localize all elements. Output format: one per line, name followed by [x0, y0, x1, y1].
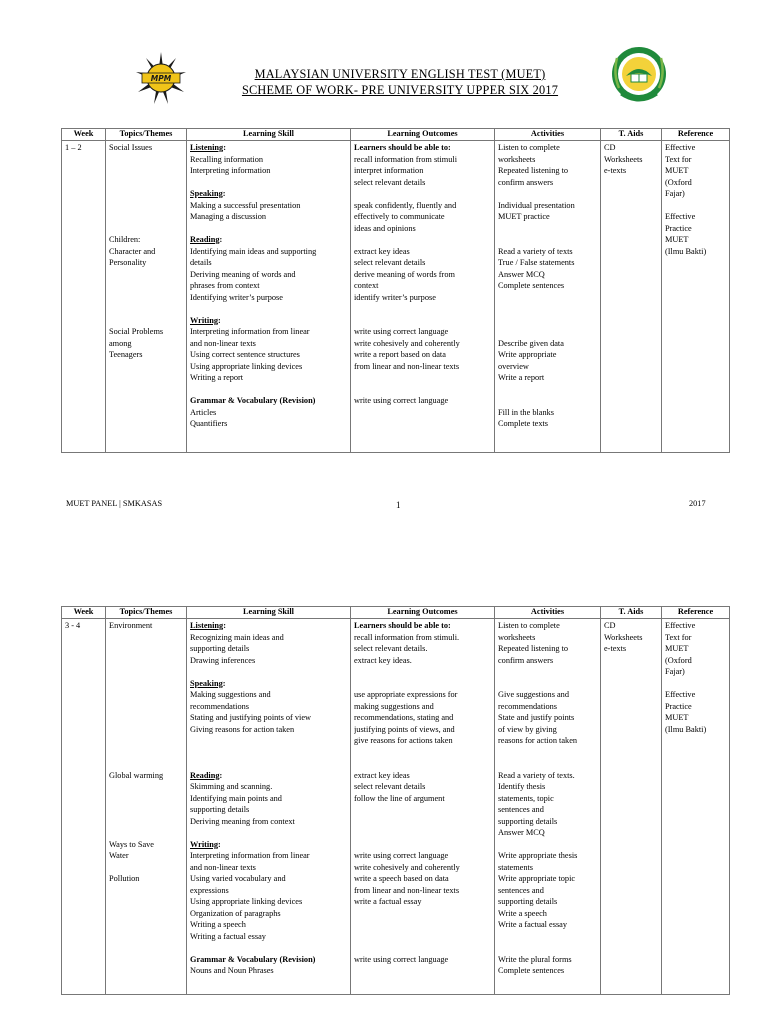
week-value: 1 – 2	[65, 143, 82, 152]
cell-line	[354, 931, 491, 943]
cell-line: Managing a discussion	[190, 212, 267, 221]
cell-line	[109, 643, 183, 655]
cell-line	[109, 315, 183, 327]
cell-line: use appropriate expressions for	[354, 690, 458, 699]
cell-line: Write a speech	[498, 908, 547, 918]
cell-line: Individual presentation	[498, 200, 575, 210]
cell-line: Making a successful presentation	[190, 200, 301, 210]
cell-line	[498, 326, 597, 338]
cell-line: Complete sentences	[498, 966, 565, 975]
cell-line: Write appropriate topic	[498, 874, 576, 883]
cell-line: MUET	[665, 235, 689, 244]
cell-line: context	[354, 281, 379, 290]
cell-line	[190, 303, 347, 315]
cell-line: extract key ideas	[354, 246, 410, 256]
cell-line	[498, 758, 597, 770]
outcomes-cell	[351, 619, 495, 995]
cell-line	[498, 188, 597, 200]
cell-line: Give suggestions and	[498, 690, 569, 699]
cell-line: Worksheets	[604, 632, 643, 642]
cell-line: identify writer’s purpose	[354, 292, 436, 302]
cell-line: Deriving meaning of words and	[190, 269, 296, 279]
cell-line	[354, 758, 491, 770]
cell-line: worksheets	[498, 632, 536, 642]
cell-line: Describe given data	[498, 338, 564, 348]
cell-line: Writing a factual essay	[190, 931, 266, 941]
table-row	[62, 619, 730, 995]
cell-line: MUET	[665, 644, 689, 653]
cell-line: Effective	[665, 143, 696, 152]
cell-line	[354, 839, 491, 851]
cell-line: write a speech based on data	[354, 874, 449, 883]
page-number: 1	[396, 500, 401, 510]
cell-line	[498, 678, 597, 690]
cell-line	[109, 666, 183, 678]
cell-line: write cohesively and coherently	[354, 862, 460, 872]
cell-line: effectively to communicate	[354, 212, 445, 221]
cell-line	[498, 395, 597, 407]
cell-line	[498, 234, 597, 246]
cell-line: follow the line of argument	[354, 793, 445, 803]
cell-line: MUET practice	[498, 212, 550, 221]
col-teaching-aids: T. Aids	[601, 607, 662, 619]
page-footer	[0, 498, 768, 512]
cell-line: recall information from stimuli	[354, 154, 457, 164]
cell-line	[354, 908, 491, 920]
cell-line: Listening:	[190, 621, 226, 630]
cell-line	[109, 200, 183, 212]
aids-cell	[601, 141, 662, 453]
cell-line	[354, 372, 491, 384]
cell-line	[190, 177, 347, 189]
cell-line	[190, 758, 347, 770]
cell-line: Complete sentences	[498, 281, 565, 290]
outcomes-cell	[351, 141, 495, 453]
cell-line: Answer MCQ	[498, 269, 545, 279]
cell-line	[354, 678, 491, 690]
cell-line	[109, 177, 183, 189]
mpm-logo-icon	[132, 50, 190, 106]
cell-line	[498, 292, 597, 304]
cell-line: Learners should be able to:	[354, 621, 451, 630]
cell-line: supporting details	[190, 644, 250, 653]
cell-line: confirm answers	[498, 177, 554, 187]
cell-line: True / False statements	[498, 258, 575, 267]
cell-line: derive meaning of words from	[354, 269, 455, 279]
cell-line: State and justify points	[498, 713, 575, 722]
cell-line	[109, 280, 183, 292]
cell-line	[109, 292, 183, 304]
cell-line: Teenagers	[109, 350, 143, 359]
cell-line: Social Issues	[109, 143, 153, 152]
cell-line: select relevant details.	[354, 644, 428, 653]
cell-line: statements	[498, 862, 534, 872]
col-week: Week	[62, 129, 106, 141]
cell-line: recommendations	[190, 701, 249, 711]
cell-line: Reading:	[190, 235, 223, 244]
cell-line	[354, 827, 491, 839]
cell-line	[354, 303, 491, 315]
table-header-row	[62, 129, 730, 141]
col-topics: Topics/Themes	[106, 129, 187, 141]
cell-line: select relevant details	[354, 782, 426, 791]
cell-line	[498, 747, 597, 759]
cell-line: Writing a report	[190, 373, 244, 382]
cell-line: Making suggestions and	[190, 690, 271, 699]
cell-line	[109, 165, 183, 177]
cell-line: Recalling information	[190, 154, 264, 164]
cell-line	[498, 931, 597, 943]
cell-line: MUET	[665, 713, 689, 722]
cell-line: Practice	[665, 223, 692, 233]
cell-line: statements, topic	[498, 793, 554, 803]
cell-line: Complete texts	[498, 419, 549, 428]
cell-line: making suggestions and	[354, 701, 434, 711]
cell-line: Speaking:	[190, 678, 226, 688]
cell-line	[354, 315, 491, 327]
col-learning-outcomes: Learning Outcomes	[351, 607, 495, 619]
cell-line: overview	[498, 361, 529, 371]
cell-line	[109, 735, 183, 747]
cell-line: (Oxford	[665, 177, 692, 187]
cell-line: Using appropriate linking devices	[190, 897, 303, 906]
cell-line: Quantifiers	[190, 419, 228, 428]
cell-line: confirm answers	[498, 655, 554, 665]
cell-line	[190, 735, 347, 747]
cell-line	[109, 804, 183, 816]
cell-line: extract key ideas.	[354, 655, 412, 665]
cell-line: Interpreting information	[190, 166, 271, 175]
cell-line	[190, 827, 347, 839]
cell-line: Grammar & Vocabulary (Revision)	[190, 396, 316, 405]
cell-line: Text for	[665, 154, 692, 164]
cell-line: Ways to Save	[109, 839, 154, 849]
cell-line	[190, 747, 347, 759]
mpm-logo-text: MPM	[150, 74, 172, 83]
activities-cell	[495, 619, 601, 995]
cell-line: and non-linear texts	[190, 862, 256, 872]
col-learning-outcomes: Learning Outcomes	[351, 129, 495, 141]
cell-line	[665, 200, 726, 212]
cell-line	[109, 747, 183, 759]
cell-line: Water	[109, 851, 129, 860]
cell-line: Identify thesis	[498, 782, 546, 791]
cell-line: Using correct sentence structures	[190, 350, 300, 359]
cell-line: of view by giving	[498, 724, 557, 734]
cell-line	[109, 712, 183, 724]
cell-line	[109, 211, 183, 223]
cell-line: Children:	[109, 235, 141, 244]
cell-line: Fill in the blanks	[498, 407, 555, 417]
cell-line: Repeated listening to	[498, 644, 569, 653]
cell-line: Organization of paragraphs	[190, 908, 281, 918]
cell-line: recall information from stimuli.	[354, 632, 460, 642]
cell-line: Effective	[665, 212, 696, 221]
scheme-table-2	[61, 606, 730, 995]
col-reference: Reference	[662, 607, 730, 619]
cell-line: Read a variety of texts	[498, 246, 573, 256]
cell-line	[109, 154, 183, 166]
cell-line: Listen to complete	[498, 621, 560, 630]
cell-line: Environment	[109, 621, 153, 630]
cell-line: Read a variety of texts.	[498, 770, 575, 780]
cell-line: Text for	[665, 632, 692, 642]
cell-line: CD	[604, 621, 616, 630]
cell-line: Write appropriate	[498, 350, 557, 359]
cell-line: Using appropriate linking devices	[190, 361, 303, 371]
cell-line: Speaking:	[190, 189, 226, 198]
cell-line	[498, 223, 597, 235]
cell-line: reasons for action taken	[498, 736, 578, 745]
cell-line	[109, 862, 183, 874]
cell-line	[190, 384, 347, 396]
cell-line: Articles	[190, 407, 217, 417]
cell-line: Writing a speech	[190, 920, 246, 929]
cell-line: Listen to complete	[498, 143, 560, 152]
cell-line: select relevant details	[354, 177, 426, 187]
cell-line: expressions	[190, 885, 229, 895]
cell-line: Nouns and Noun Phrases	[190, 966, 274, 975]
cell-line: Identifying main points and	[190, 793, 282, 803]
cell-line: recommendations, stating and	[354, 713, 454, 722]
cell-line: recommendations	[498, 701, 557, 711]
cell-line: write using correct language	[354, 954, 449, 964]
cell-line: MUET	[665, 166, 689, 175]
cell-line	[354, 188, 491, 200]
cell-line: Pollution	[109, 874, 140, 883]
ministry-crest-icon	[609, 44, 669, 106]
cell-line: e-texts	[604, 166, 627, 175]
cell-line	[109, 303, 183, 315]
cell-line: Fajar)	[665, 189, 685, 198]
cell-line	[498, 666, 597, 678]
cell-line	[354, 919, 491, 931]
cell-line: Identifying writer’s purpose	[190, 292, 283, 302]
title-line-1: MALAYSIAN UNIVERSITY ENGLISH TEST (MUET)	[254, 67, 546, 81]
cell-line: Stating and justifying points of view	[190, 713, 311, 722]
cell-line: Interpreting information from linear	[190, 327, 310, 336]
cell-line: Grammar & Vocabulary (Revision)	[190, 954, 316, 964]
skills-cell	[187, 619, 351, 995]
cell-line	[354, 942, 491, 954]
cell-line: supporting details	[498, 816, 558, 826]
cell-line	[354, 666, 491, 678]
cell-line	[498, 839, 597, 851]
col-activities: Activities	[495, 129, 601, 141]
cell-line: supporting details	[190, 805, 250, 814]
col-reference: Reference	[662, 129, 730, 141]
cell-line: interpret information	[354, 166, 424, 175]
reference-cell	[662, 619, 730, 995]
cell-line	[354, 234, 491, 246]
cell-line: worksheets	[498, 154, 536, 164]
cell-line: Write the plural forms	[498, 954, 572, 964]
cell-line: Deriving meaning from context	[190, 816, 295, 826]
cell-line: Learners should be able to:	[354, 143, 451, 152]
cell-line	[109, 793, 183, 805]
cell-line: justifying points of views, and	[354, 724, 455, 734]
cell-line: Write a report	[498, 373, 545, 382]
cell-line: Recognizing main ideas and	[190, 632, 284, 642]
cell-line: Write appropriate thesis	[498, 851, 578, 860]
cell-line	[109, 758, 183, 770]
cell-line	[109, 689, 183, 701]
cell-line	[109, 678, 183, 690]
week-cell	[62, 619, 106, 995]
cell-line	[109, 827, 183, 839]
cell-line: Character and	[109, 246, 156, 256]
cell-line: Reading:	[190, 770, 223, 780]
cell-line: sentences and	[498, 885, 544, 895]
cell-line	[109, 655, 183, 667]
table-row	[62, 141, 730, 453]
cell-line: from linear and non-linear texts	[354, 885, 460, 895]
cell-line: Writing:	[190, 315, 221, 325]
cell-line	[354, 804, 491, 816]
cell-line: select relevant details	[354, 258, 426, 267]
cell-line: and non-linear texts	[190, 338, 256, 348]
cell-line: Answer MCQ	[498, 828, 545, 837]
cell-line	[109, 781, 183, 793]
cell-line	[498, 384, 597, 396]
cell-line: sentences and	[498, 805, 544, 814]
cell-line: Giving reasons for action taken	[190, 724, 295, 734]
cell-line: details	[190, 258, 212, 267]
cell-line: CD	[604, 143, 616, 152]
cell-line	[109, 632, 183, 644]
cell-line: write using correct language	[354, 396, 449, 405]
cell-line: Write a factual essay	[498, 920, 568, 929]
cell-line: Listening:	[190, 143, 226, 152]
title-line-2: SCHEME OF WORK- PRE UNIVERSITY UPPER SIX 2017	[241, 83, 559, 97]
cell-line: Repeated listening to	[498, 166, 569, 175]
cell-line	[665, 678, 726, 690]
col-learning-skill: Learning Skill	[187, 607, 351, 619]
cell-line: (Ilmu Bakti)	[665, 724, 707, 734]
cell-line	[498, 303, 597, 315]
cell-line: phrases from context	[190, 281, 260, 290]
aids-cell	[601, 619, 662, 995]
cell-line: write a factual essay	[354, 897, 422, 906]
cell-line	[190, 942, 347, 954]
week-cell	[62, 141, 106, 453]
cell-line	[109, 223, 183, 235]
topics-cell	[106, 619, 187, 995]
cell-line	[109, 269, 183, 281]
cell-line: write a report based on data	[354, 350, 446, 359]
col-learning-skill: Learning Skill	[187, 129, 351, 141]
cell-line	[109, 188, 183, 200]
cell-line: Writing:	[190, 839, 221, 849]
reference-cell	[662, 141, 730, 453]
cell-line: speak confidently, fluently and	[354, 200, 457, 210]
cell-line: write using correct language	[354, 851, 449, 860]
cell-line	[190, 666, 347, 678]
cell-line: Social Problems	[109, 327, 164, 336]
cell-line: give reasons for actions taken	[354, 736, 453, 745]
skills-cell	[187, 141, 351, 453]
cell-line	[354, 384, 491, 396]
cell-line: Using varied vocabulary and	[190, 874, 286, 883]
col-week: Week	[62, 607, 106, 619]
week-value: 3 - 4	[65, 621, 81, 630]
cell-line: from linear and non-linear texts	[354, 361, 460, 371]
cell-line	[109, 701, 183, 713]
cell-line: Drawing inferences	[190, 655, 256, 665]
cell-line	[498, 315, 597, 327]
table-header-row	[62, 607, 730, 619]
cell-line: (Ilmu Bakti)	[665, 246, 707, 256]
cell-line	[498, 942, 597, 954]
cell-line: Interpreting information from linear	[190, 851, 310, 860]
cell-line: Global warming	[109, 770, 164, 780]
cell-line: Worksheets	[604, 154, 643, 164]
cell-line: Effective	[665, 621, 696, 630]
cell-line: Practice	[665, 701, 692, 711]
cell-line: write cohesively and coherently	[354, 338, 460, 348]
cell-line: (Oxford	[665, 655, 692, 665]
cell-line: Identifying main ideas and supporting	[190, 246, 317, 256]
activities-cell	[495, 141, 601, 453]
cell-line: Effective	[665, 690, 696, 699]
document-header	[0, 40, 768, 120]
cell-line	[190, 223, 347, 235]
col-topics: Topics/Themes	[106, 607, 187, 619]
cell-line	[354, 816, 491, 828]
col-teaching-aids: T. Aids	[601, 129, 662, 141]
title-block	[190, 66, 610, 98]
cell-line	[109, 816, 183, 828]
cell-line	[354, 747, 491, 759]
cell-line: Skimming and scanning.	[190, 782, 273, 791]
footer-year: 2017	[689, 499, 706, 508]
cell-line: e-texts	[604, 644, 627, 653]
footer-panel-label: MUET PANEL | SMKASAS	[66, 499, 163, 508]
cell-line	[109, 724, 183, 736]
cell-line: Personality	[109, 258, 147, 267]
cell-line: write using correct language	[354, 327, 449, 336]
cell-line: supporting details	[498, 897, 558, 906]
cell-line: ideas and opinions	[354, 223, 416, 233]
cell-line: among	[109, 338, 132, 348]
scheme-table-1	[61, 128, 730, 453]
cell-line: Fajar)	[665, 667, 685, 676]
cell-line: extract key ideas	[354, 770, 410, 780]
col-activities: Activities	[495, 607, 601, 619]
topics-cell	[106, 141, 187, 453]
